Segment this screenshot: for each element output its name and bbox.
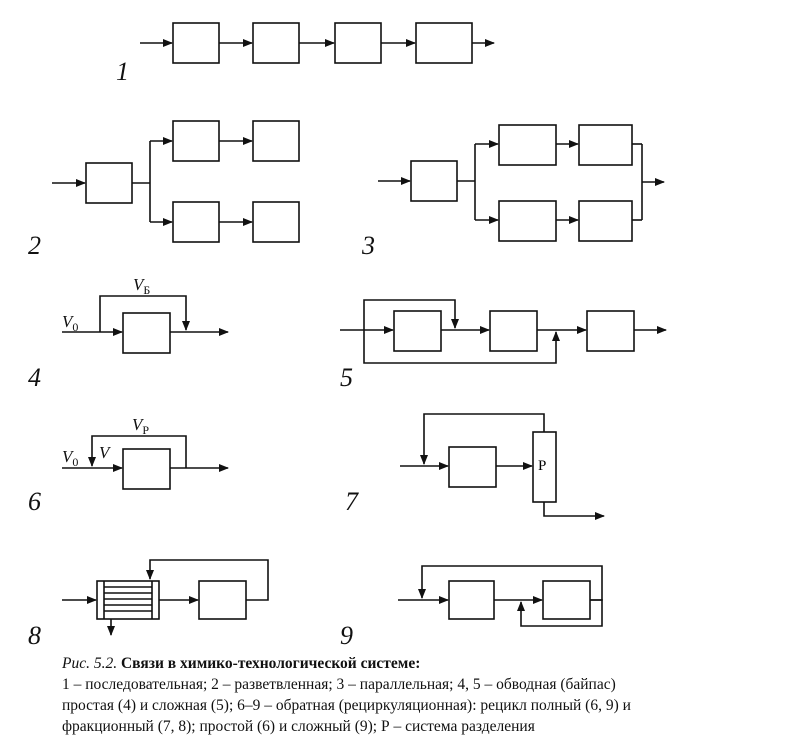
label-v0-d6: $V_0$ bbox=[62, 447, 79, 469]
diagram-5-complex-bypass bbox=[340, 300, 666, 363]
figure-caption bbox=[62, 653, 782, 737]
label-7: 7 bbox=[345, 487, 358, 516]
label-1: 1 bbox=[116, 57, 129, 86]
label-v: V bbox=[99, 443, 110, 462]
label-8: 8 bbox=[28, 621, 41, 650]
label-v0-d4: $V_0$ bbox=[62, 312, 79, 334]
caption-heading bbox=[62, 653, 782, 674]
diagram-8-heat-exchanger-recycle bbox=[62, 560, 268, 635]
label-9: 9 bbox=[340, 621, 353, 650]
label-4: 4 bbox=[28, 363, 41, 392]
diagram-7-fractional-recycle bbox=[400, 414, 604, 516]
caption-prefix: Рис. 5.2. bbox=[62, 655, 118, 672]
label-5: 5 bbox=[340, 363, 353, 392]
label-vp: $V_Р$ bbox=[132, 415, 150, 437]
diagram-4-simple-bypass bbox=[62, 296, 228, 353]
caption-line-3: фракционный (7, 8); простой (6) и сложный (9); Р – система разделения bbox=[62, 718, 535, 735]
diagram-6-recycle bbox=[62, 436, 228, 489]
caption-title: Связи в химико-технологической системе: bbox=[120, 655, 421, 672]
diagram-1-serial bbox=[140, 23, 494, 63]
separator-label: P bbox=[538, 458, 547, 474]
label-2: 2 bbox=[28, 231, 41, 260]
caption-line-2: простая (4) и сложная (5); 6–9 – обратная (рециркуляционная): рецикл полный (6, 9) и bbox=[62, 697, 631, 714]
label-vb: $V_Б$ bbox=[133, 275, 151, 297]
diagram-9-complex-recycle bbox=[398, 566, 602, 626]
caption-line-1: 1 – последовательная; 2 – разветвленная; 3 – параллельная; 4, 5 – обводная (байпас) bbox=[62, 676, 616, 693]
label-3: 3 bbox=[362, 231, 375, 260]
diagram-3-parallel bbox=[378, 125, 664, 241]
label-6: 6 bbox=[28, 487, 41, 516]
diagram-2-branched bbox=[52, 121, 299, 242]
